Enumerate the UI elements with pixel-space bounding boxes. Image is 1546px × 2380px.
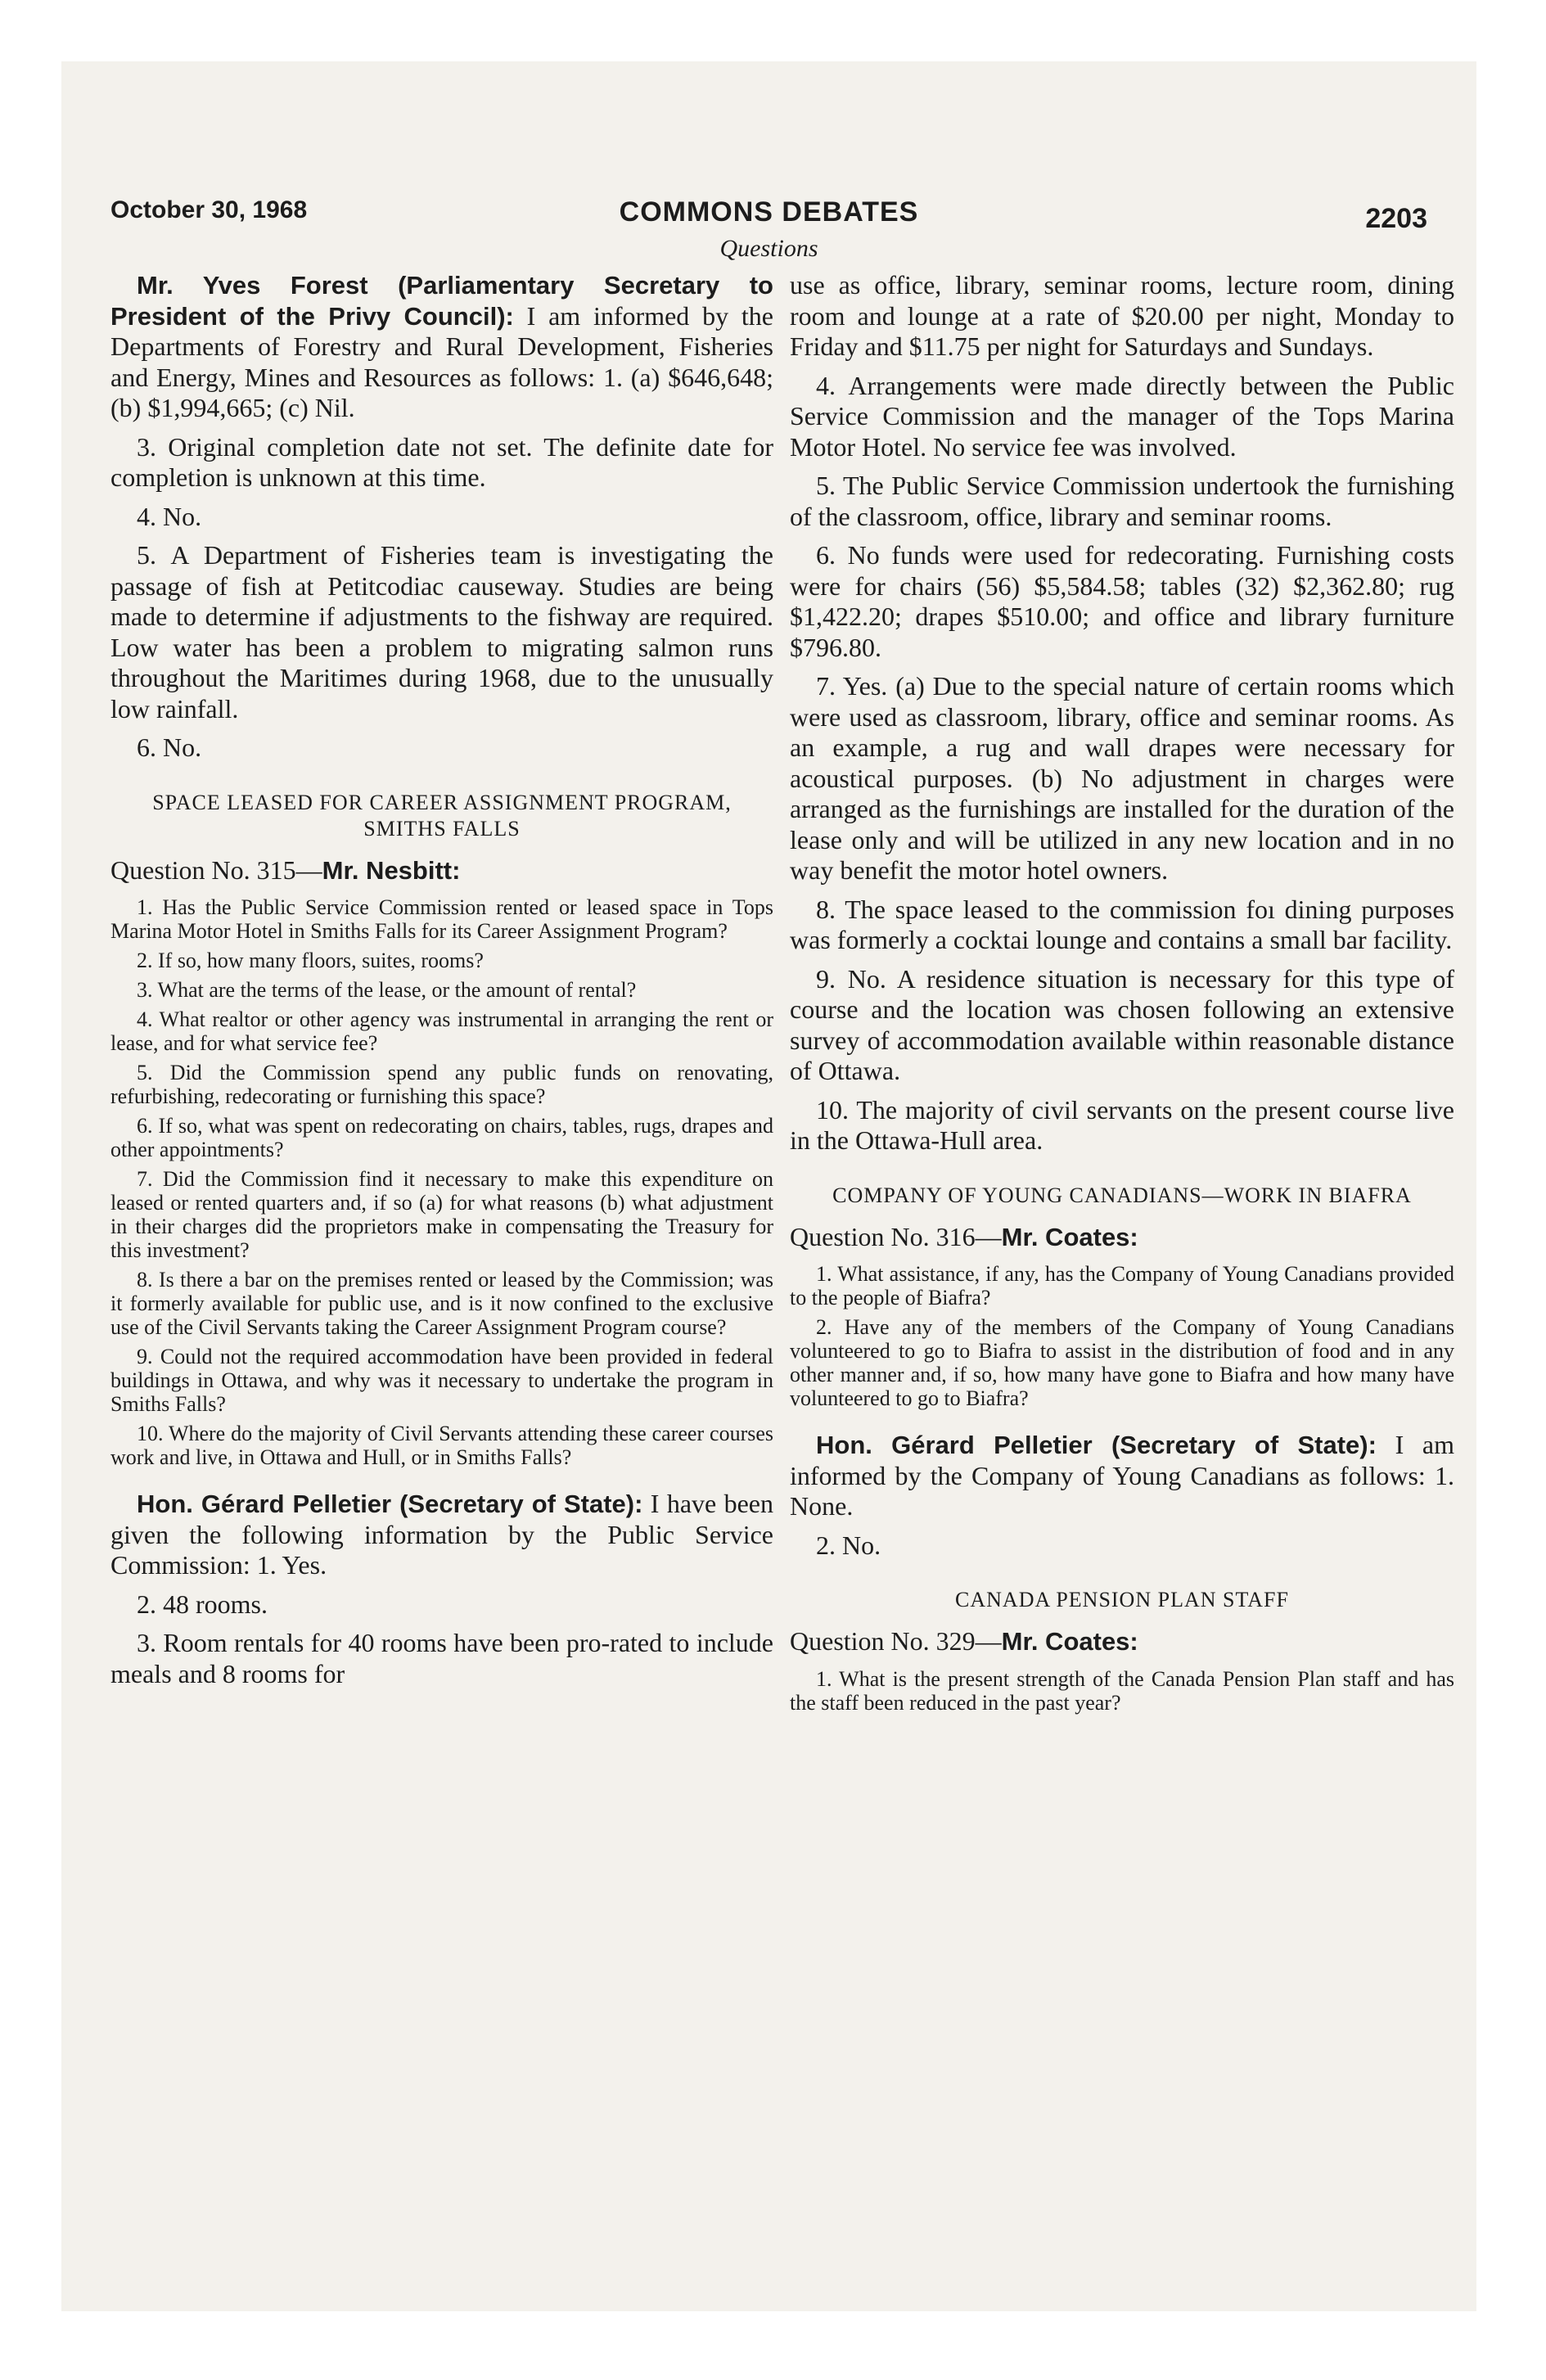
question-label: Question No. 316— (790, 1221, 1002, 1251)
member-name: Mr. Nesbitt: (322, 855, 461, 885)
speaker-name: Hon. Gérard Pelletier (Secretary of State): (137, 1490, 643, 1518)
paragraph: 2. 48 rooms. (137, 1589, 268, 1619)
question-item: 7. Did the Commission find it necessary to make this expenditure on leased or rented quarters and, if so (a) for what reasons (b) what adjustment in their charges did the proprietors make in compensating the Treasury for this investment? (110, 1167, 773, 1262)
question-item: 10. Where do the majority of Civil Servants attending these career courses work and live, in Ottawa and Hull, or in Smiths Falls? (110, 1422, 773, 1469)
paragraph: 10. The majority of civil servants on the present course live in the Ottawa-Hull area. (790, 1094, 1454, 1155)
question-label: Question No. 315— (110, 854, 322, 885)
page-number: 2203 (1365, 203, 1427, 234)
section-heading: COMPANY OF YOUNG CANADIANS—WORK IN BIAFRA (832, 1183, 1412, 1207)
question-item: 6. If so, what was spent on redecorating on chairs, tables, rugs, drapes and other appointments? (110, 1114, 773, 1161)
paragraph: 3. Original completion date not set. The definite date for completion is unknown at this time. (110, 431, 773, 492)
header-date: October 30, 1968 (110, 196, 308, 223)
pelletier-answer (110, 1489, 773, 1581)
member-name: Mr. Coates: (1001, 1627, 1138, 1656)
answer-text: I am informed by the Departments of Forestry and Rural Development, Fisheries and Energy, Mines and Resources as follows: 1. (a) $646,648; (b) $1,994,665; (c) Nil. (110, 300, 774, 422)
question-item: 2. If so, how many floors, suites, rooms? (137, 949, 484, 972)
section-heading: CANADA PENSION PLAN STAFF (955, 1588, 1289, 1611)
member-name: Mr. Coates: (1001, 1222, 1138, 1251)
question-item: 2. Have any of the members of the Company of Young Canadians volunteered to go to Biafra to assist in the distribution of food and in any other manner and, if so, how many have gone to Biafra and how many have volunteered to go to Biafra? (790, 1315, 1454, 1410)
question-item: 3. What are the terms of the lease, or the amount of rental? (137, 978, 637, 1002)
section-heading: SPACE LEASED FOR CAREER ASSIGNMENT PROGRAM, SMITHS FALLS (152, 790, 732, 841)
question-item: 1. Has the Public Service Commission rented or leased space in Tops Marina Motor Hotel in Smiths Falls for its Career Assignment Program? (110, 895, 773, 943)
question-number (790, 1626, 1454, 1657)
question-item: 8. Is there a bar on the premises rented or leased by the Commission; was it formerly available for public use, and is it now confined to the exclusive use of the Civil Servants taking the Career Assignment Program course? (110, 1268, 773, 1339)
paragraph: 6. No. (137, 732, 202, 762)
header-title: COMMONS DEBATES (619, 196, 919, 228)
paragraph: 4. No. (137, 501, 202, 531)
paragraph: 4. Arrangements were made directly between the Public Service Commission and the manager of the Tops Marina Motor Hotel. No service fee was involved. (790, 370, 1454, 462)
question-label: Question No. 329— (790, 1626, 1002, 1656)
paragraph: 6. No funds were used for redecorating. Furnishing costs were for chairs (56) $5,584.58; tables (32) $2,362.80; rug $1,422.20; drapes $510.00; and office and library furniture $796.80. (790, 540, 1454, 662)
forest-answer (110, 270, 773, 424)
paragraph: 7. Yes. (a) Due to the special nature of certain rooms which were used as classroom, library, office and seminar rooms. As an example, a rug and wall drapes were necessary for acoustical purposes. (b) No adjustment in charges were arranged as the furnishings are installed for the duration of the lease only and will be utilized in any new location and in no way benefit the motor hotel owners. (790, 671, 1454, 885)
paragraph: 5. A Department of Fisheries team is investigating the passage of fish at Petitcodiac causeway. Studies are being made to determine if adjustments to the fishway are required. Low water has been a problem to migrating salmon runs throughout the Maritimes during 1968, due to the unusually low rainfall. (110, 540, 773, 723)
question-item: 5. Did the Commission spend any public funds on renovating, refurbishing, redecorating or furnishing this space? (110, 1061, 773, 1108)
question-number (790, 1222, 1454, 1253)
question-item: 1. What assistance, if any, has the Company of Young Canadians provided to the people of Biafra? (790, 1262, 1454, 1309)
speaker-name: Hon. Gérard Pelletier (Secretary of State): (816, 1431, 1377, 1459)
question-item: 4. What realtor or other agency was instrumental in arranging the rent or lease, and for what service fee? (110, 1007, 773, 1055)
answer-text: I am informed by the Company of Young Canadians as follows: 1. None. (790, 1430, 1455, 1521)
question-item: 1. What is the present strength of the Canada Pension Plan staff and has the staff been reduced in the past year? (790, 1666, 1454, 1715)
right-column (790, 270, 1454, 1720)
speaker-name: Mr. Yves Forest (Parliamentary Secretary to President of the Privy Council): (110, 271, 773, 331)
paragraph: 8. The space leased to the commission foı dining purposes was formerly a cocktai lounge and contains a small bar facility. (790, 894, 1454, 954)
answer-text: I have been given the following information by the Public Service Commission: 1. Yes. (110, 1489, 773, 1580)
question-number (110, 855, 773, 886)
document-page (61, 61, 1476, 2311)
paragraph: 3. Room rentals for 40 rooms have been pro-rated to include meals and 8 rooms for (110, 1628, 773, 1688)
paragraph: use as office, library, seminar rooms, lecture room, dining room and lounge at a rate of $20.00 per night, Monday to Friday and $11.75 per night for Saturdays and Sundays. (790, 270, 1454, 361)
question-item: 9. Could not the required accommodation have been provided in federal buildings in Ottawa, and why was it necessary to undertake the program in Smiths Falls? (110, 1345, 773, 1416)
pelletier-answer (790, 1430, 1454, 1522)
section-label: Questions (719, 235, 818, 262)
paragraph: 5. The Public Service Commission undertook the furnishing of the classroom, office, library and seminar rooms. (790, 471, 1454, 531)
left-column (110, 270, 773, 1697)
paragraph: 9. No. A residence situation is necessary for this type of course and the location was chosen following an extensive survey of accommodation available within reasonable distance of Ottawa. (790, 963, 1454, 1085)
paragraph: 2. No. (816, 1530, 881, 1560)
